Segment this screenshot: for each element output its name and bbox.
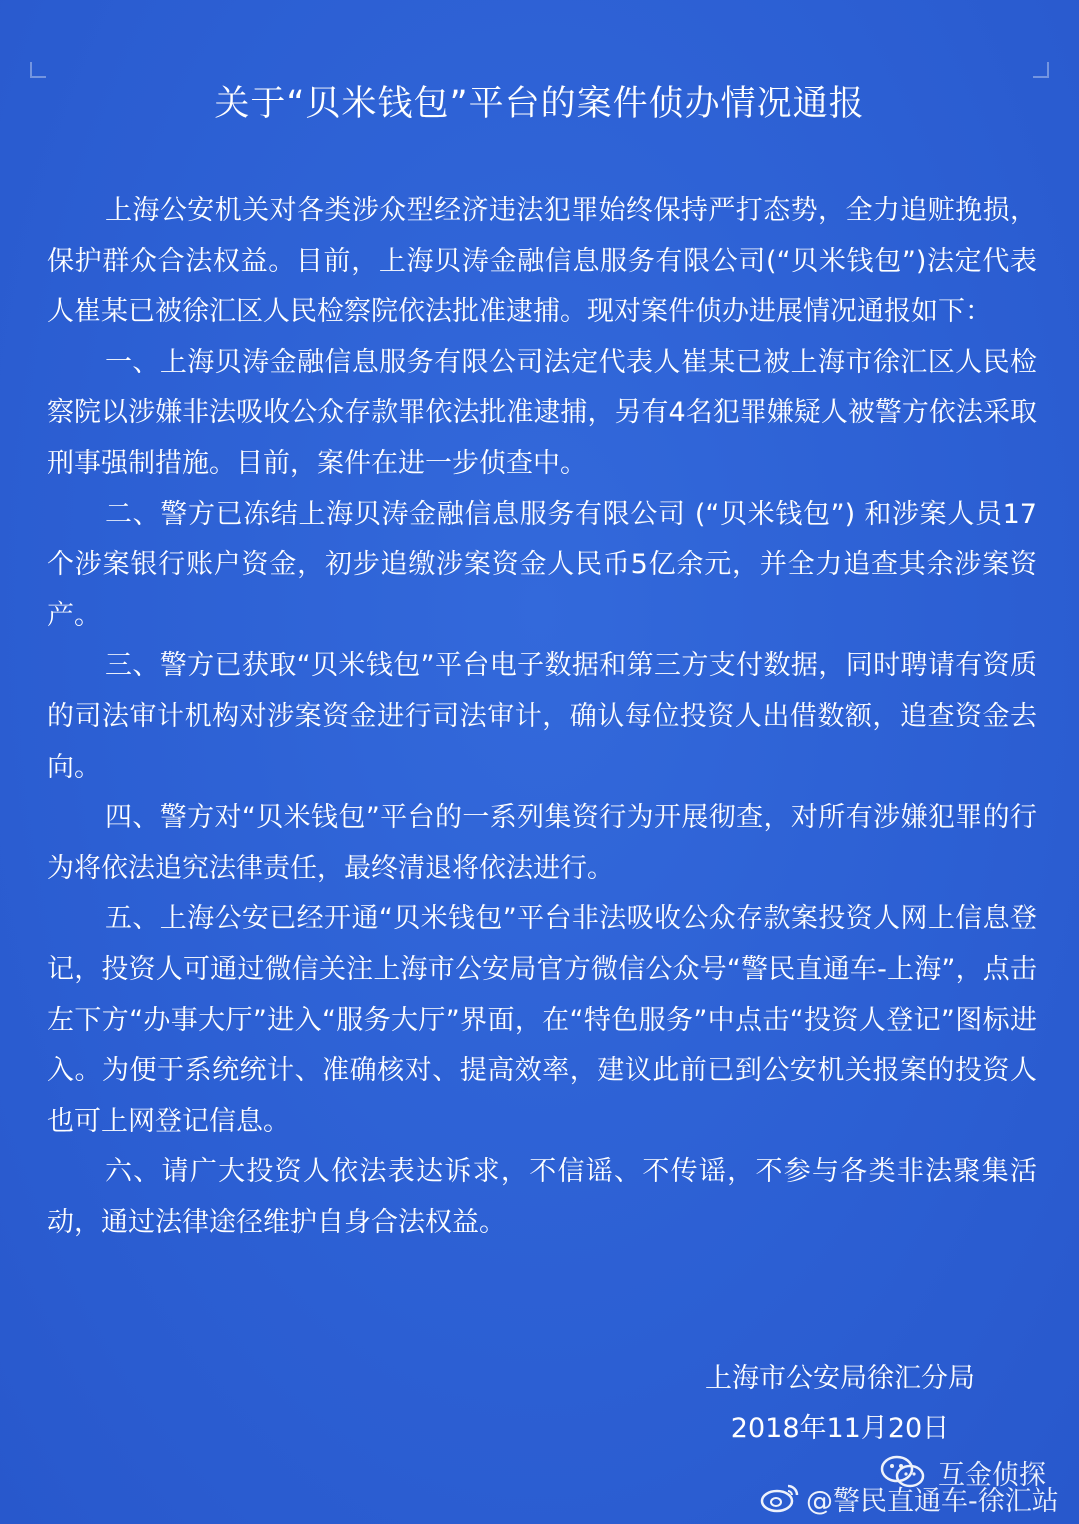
item-six-paragraph: 六、请广大投资人依法表达诉求，不信谣、不传谣，不参与各类非法聚集活动，通过法律途径维护自身合法权益。 [47, 1156, 1037, 1238]
signature-block [650, 1354, 1030, 1454]
intro-paragraph: 上海公安机关对各类涉众型经济违法犯罪始终保持严打态势，全力追赃挽损，保护群众合法权益。目前，上海贝涛金融信息服务有限公司(“贝米钱包”)法定代表人崔某已被徐汇区人民检察院依法批准逮捕。现对案件侦办进展情况通报如下： [47, 195, 1037, 328]
notice-body [47, 186, 1037, 1248]
weibo-watermark [760, 1476, 1059, 1520]
notice-title: 关于“贝米钱包”平台的案件侦办情况通报 [214, 84, 865, 124]
item-one-paragraph: 一、上海贝涛金融信息服务有限公司法定代表人崔某已被上海市徐汇区人民检察院以涉嫌非法吸收公众存款罪依法批准逮捕，另有4名犯罪嫌疑人被警方依法采取刑事强制措施。目前，案件在进一步侦查中。 [47, 346, 1037, 479]
item-four-paragraph: 四、警方对“贝米钱包”平台的一系列集资行为开展彻查，对所有涉嫌犯罪的行为将依法追究法律责任，最终清退将依法进行。 [47, 802, 1037, 884]
weibo-icon [760, 1482, 800, 1514]
wechat-account-name: 互金侦探 [938, 1459, 1046, 1491]
issuer-name: 上海市公安局徐汇分局 [705, 1363, 975, 1394]
weibo-account-name: @警民直通车-徐汇站 [806, 1485, 1059, 1517]
issue-date: 2018年11月20日 [730, 1413, 950, 1444]
corner-mark-left [30, 62, 46, 78]
corner-mark-right [1033, 62, 1049, 78]
item-five-paragraph: 五、上海公安已经开通“贝米钱包”平台非法吸收公众存款案投资人网上信息登记，投资人可通过微信关注上海市公安局官方微信公众号“警民直通车-上海”，点击左下方“办事大厅”进入“服务大厅”界面，在“特色服务”中点击“投资人登记”图标进入。为便于系统统计、准确核对、提高效率，建议此前已到公安机关报案的投资人也可上网登记信息。 [47, 903, 1037, 1137]
item-three-paragraph: 三、警方已获取“贝米钱包”平台电子数据和第三方支付数据，同时聘请有资质的司法审计机构对涉案资金进行司法审计，确认每位投资人出借数额，追查资金去向。 [47, 650, 1037, 783]
item-two-paragraph: 二、警方已冻结上海贝涛金融信息服务有限公司 (“贝米钱包”) 和涉案人员17个涉案银行账户资金，初步追缴涉案资金人民币5亿余元，并全力追查其余涉案资产。 [47, 498, 1037, 631]
